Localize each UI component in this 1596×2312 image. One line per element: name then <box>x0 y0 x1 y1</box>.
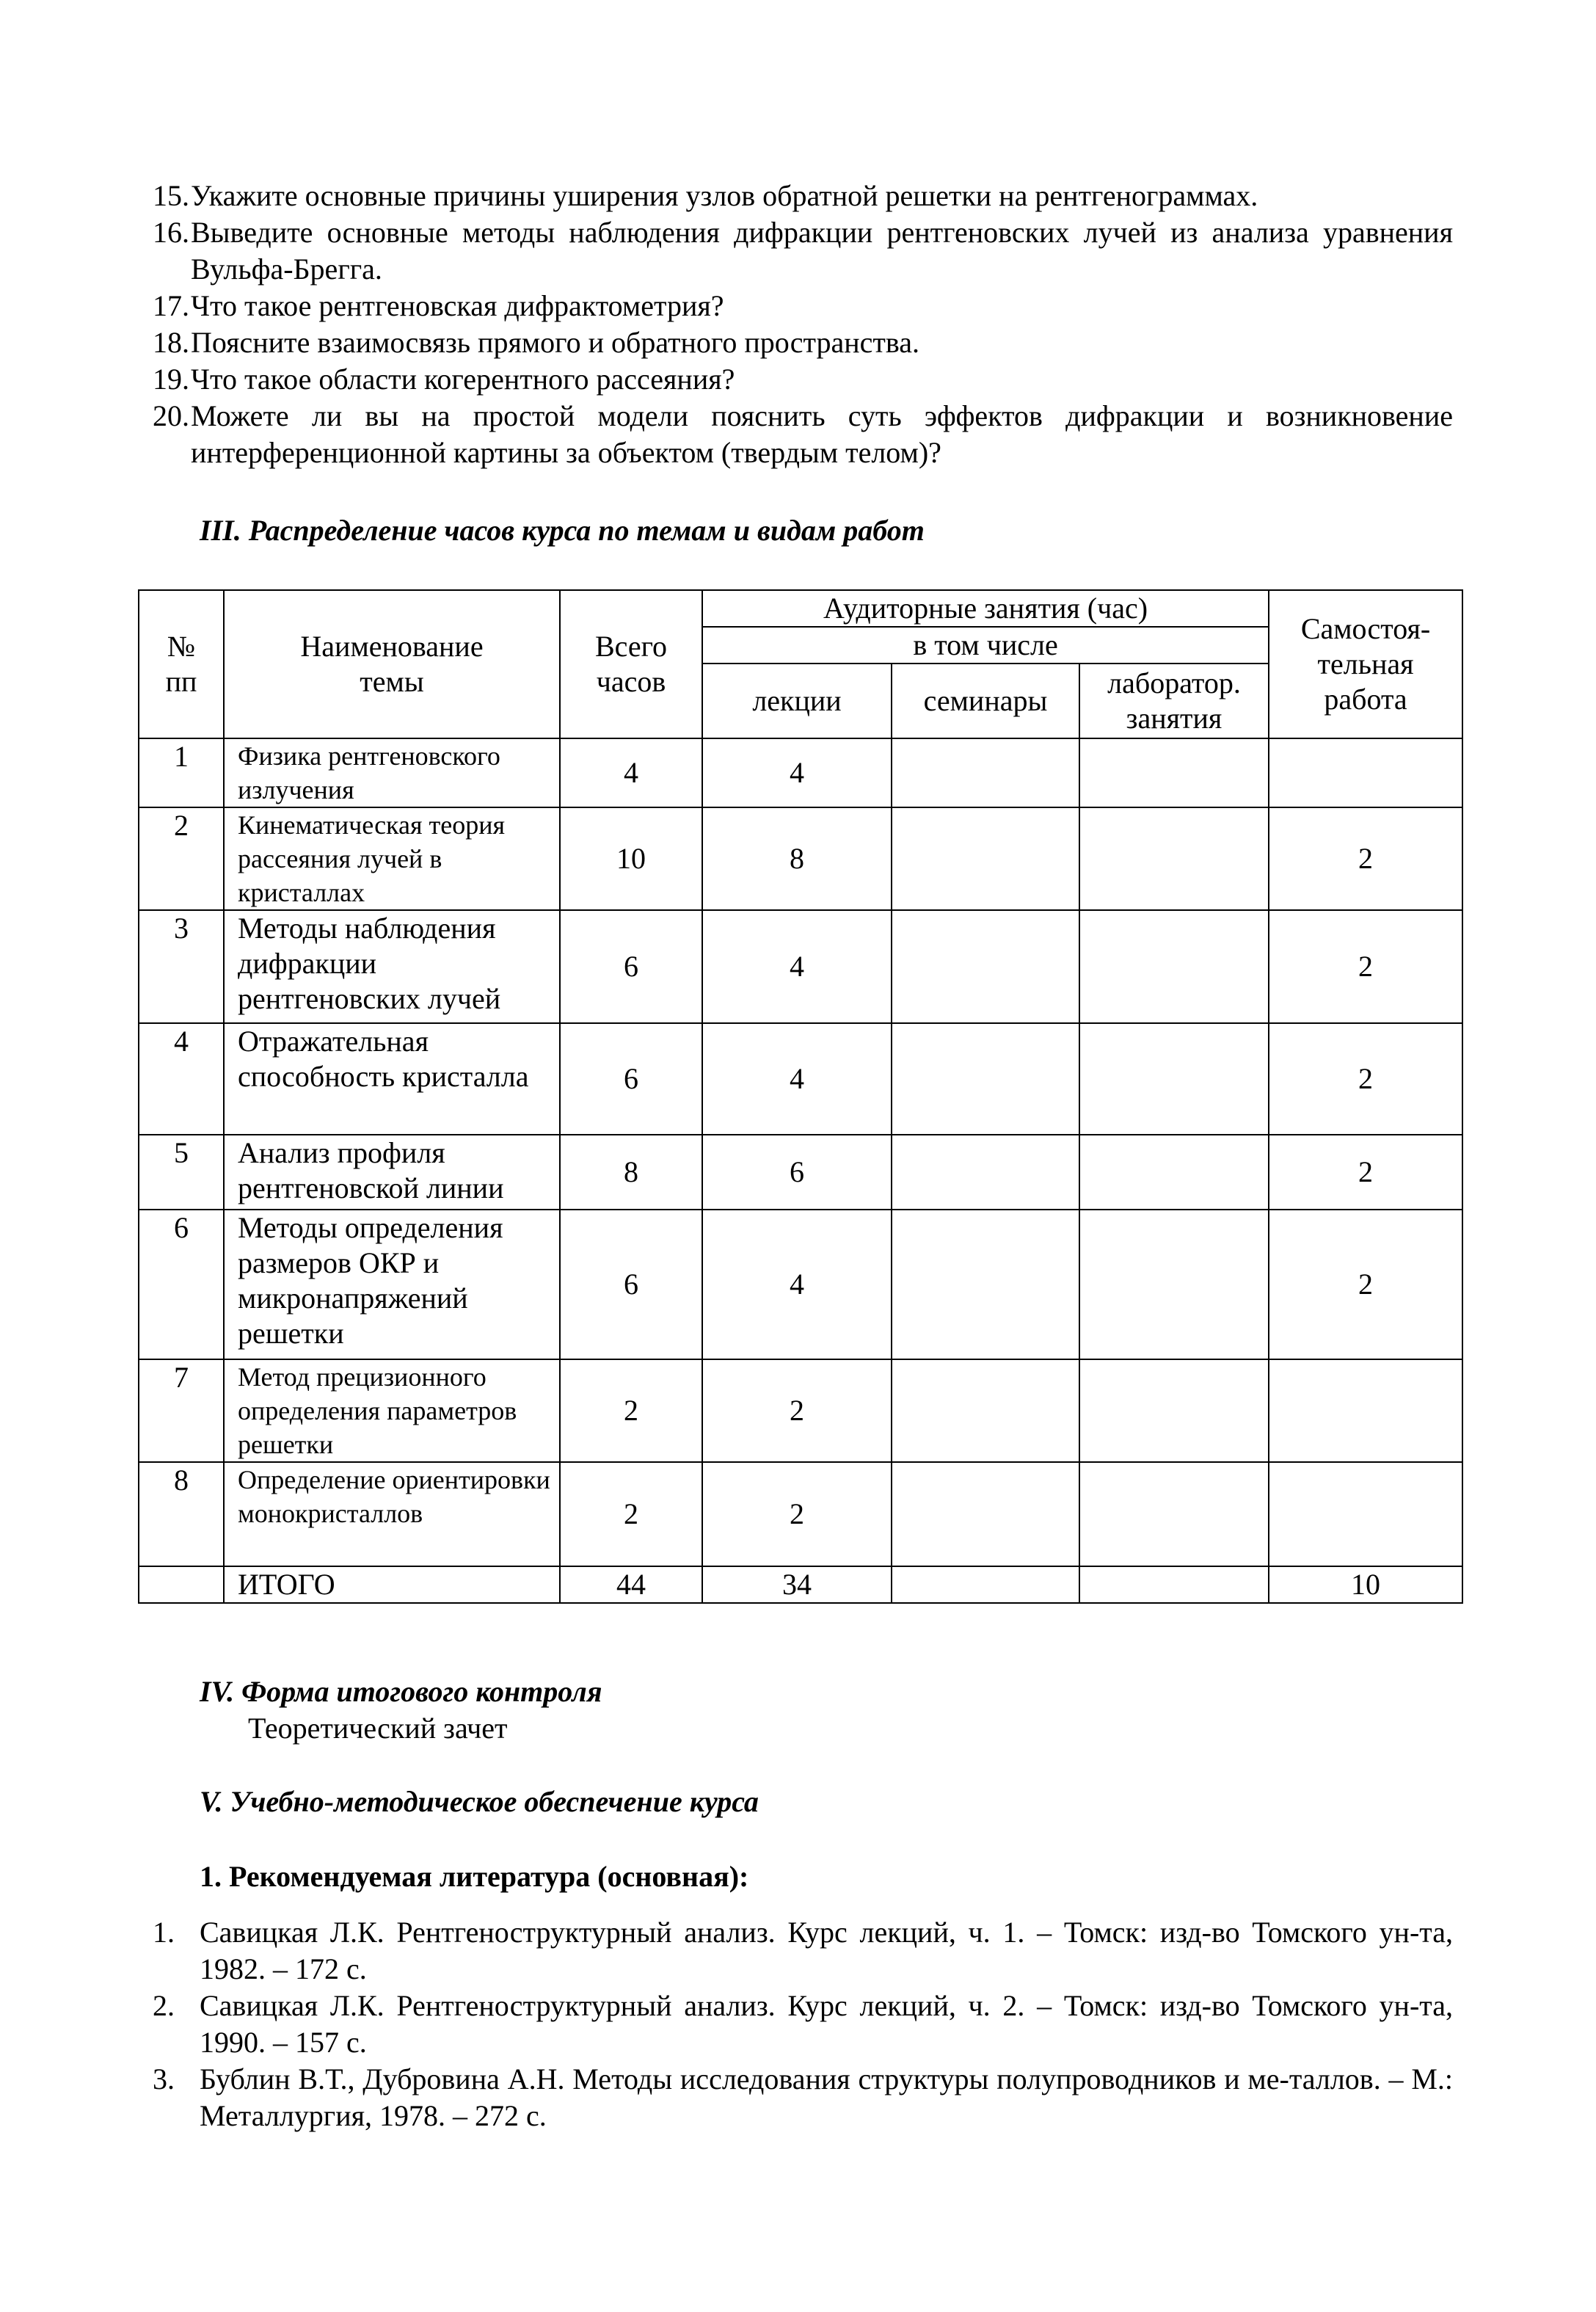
question-text: Что такое области когерентного рассеяния? <box>191 363 735 396</box>
header-total-hours-label: Всего часов <box>594 630 668 698</box>
row-number: 2 <box>139 807 224 910</box>
row-total: 6 <box>560 1023 702 1135</box>
table-total-row <box>139 1566 1462 1603</box>
row-topic: Анализ профиля рентгеновской линии <box>224 1135 560 1210</box>
row-seminars <box>892 910 1079 1023</box>
row-lectures: 2 <box>702 1359 892 1462</box>
header-topic-name <box>224 590 560 738</box>
control-form-text: Теоретический зачет <box>248 1712 508 1745</box>
row-independent: 2 <box>1269 1135 1462 1210</box>
question-text: Что такое рентгеновская дифрактометрия? <box>191 289 724 322</box>
row-independent: 2 <box>1269 910 1462 1023</box>
row-independent: 2 <box>1269 1210 1462 1359</box>
row-number: 6 <box>139 1210 224 1359</box>
reference-text: Савицкая Л.К. Рентгеноструктурный анализ. Курс лекций, ч. 1. – Томск: изд-во Томского ун-та, 1982. – 172 с. <box>200 1916 1453 1985</box>
hours-distribution-table <box>138 589 1463 1604</box>
row-topic: Определение ориентировки монокристаллов <box>224 1462 560 1566</box>
row-total: 2 <box>560 1462 702 1566</box>
row-total: 2 <box>560 1359 702 1462</box>
header-lectures-label: лекции <box>752 684 842 717</box>
row-seminars <box>892 807 1079 910</box>
question-number: 20. <box>153 399 189 432</box>
header-including-label: в том числе <box>913 628 1058 661</box>
header-total-hours <box>560 590 702 738</box>
row-number: 4 <box>139 1023 224 1135</box>
total-label: ИТОГО <box>224 1566 560 1603</box>
total-independent: 10 <box>1269 1566 1462 1603</box>
question-number: 17. <box>153 289 189 322</box>
row-independent: 2 <box>1269 807 1462 910</box>
reference-number: 2. <box>153 1989 175 2022</box>
row-labs <box>1079 807 1269 910</box>
row-independent <box>1269 1462 1462 1566</box>
row-number: 8 <box>139 1462 224 1566</box>
literature-subtitle: 1. Рекомендуемая литература (основная): <box>200 1860 749 1893</box>
row-lectures: 4 <box>702 1023 892 1135</box>
table-row <box>139 910 1462 1023</box>
table-row <box>139 1210 1462 1359</box>
row-labs <box>1079 1135 1269 1210</box>
question-item <box>153 398 1453 471</box>
row-lectures: 4 <box>702 1210 892 1359</box>
reference-text: Савицкая Л.К. Рентгеноструктурный анализ. Курс лекций, ч. 2. – Томск: изд-во Томского ун-та, 1990. – 157 с. <box>200 1989 1453 2059</box>
question-item <box>153 178 1453 214</box>
header-topic-name-label: Наименование темы <box>300 630 484 698</box>
total-lectures: 34 <box>702 1566 892 1603</box>
row-number: 7 <box>139 1359 224 1462</box>
header-seminars <box>892 664 1079 738</box>
header-independent-label: Самостоя- тельная работа <box>1300 612 1431 716</box>
question-text: Укажите основные причины уширения узлов обратной решетки на рентгенограммах. <box>191 179 1258 212</box>
row-total: 4 <box>560 738 702 807</box>
header-labs <box>1079 664 1269 738</box>
reference-text: Бублин В.Т., Дубровина А.Н. Методы исследования структуры полупроводников и ме-таллов. – М.: Металлургия, 1978. – 272 с. <box>200 2062 1453 2132</box>
section-3-title: III. Распределение часов курса по темам и видам работ <box>200 514 925 547</box>
question-item <box>153 214 1453 288</box>
header-auditory <box>702 590 1269 627</box>
header-lectures <box>702 664 892 738</box>
table-row <box>139 1023 1462 1135</box>
section-5-title: V. Учебно-методическое обеспечение курса <box>200 1785 759 1818</box>
table-row <box>139 1135 1462 1210</box>
question-number: 16. <box>153 216 189 249</box>
row-labs <box>1079 1023 1269 1135</box>
header-seminars-label: семинары <box>923 684 1048 717</box>
table-row <box>139 738 1462 807</box>
question-item <box>153 324 1453 361</box>
question-text: Выведите основные методы наблюдения дифракции рентгеновских лучей из анализа уравнения Вульфа-Брегга. <box>191 216 1453 286</box>
row-independent <box>1269 1359 1462 1462</box>
row-number: 5 <box>139 1135 224 1210</box>
table-header-row <box>139 590 1462 627</box>
row-independent <box>1269 738 1462 807</box>
row-labs <box>1079 910 1269 1023</box>
total-labs <box>1079 1566 1269 1603</box>
header-number-label: № пп <box>165 630 197 698</box>
row-labs <box>1079 1359 1269 1462</box>
row-seminars <box>892 1023 1079 1135</box>
row-labs <box>1079 1462 1269 1566</box>
question-number: 19. <box>153 363 189 396</box>
row-independent: 2 <box>1269 1023 1462 1135</box>
row-number: 3 <box>139 910 224 1023</box>
reference-number: 1. <box>153 1916 175 1949</box>
section-4-title: IV. Форма итогового контроля <box>200 1675 602 1708</box>
table-row <box>139 1462 1462 1566</box>
references-list <box>153 1914 1453 2134</box>
header-labs-label: лаборатор. занятия <box>1107 666 1241 735</box>
row-total: 6 <box>560 910 702 1023</box>
row-lectures: 6 <box>702 1135 892 1210</box>
row-number: 1 <box>139 738 224 807</box>
reference-item <box>153 1914 1453 1988</box>
total-hours: 44 <box>560 1566 702 1603</box>
reference-number: 3. <box>153 2062 175 2095</box>
question-text: Можете ли вы на простой модели пояснить суть эффектов дифракции и возникновение интерференционной картины за объектом (твердым телом)? <box>191 399 1453 469</box>
header-including <box>702 627 1269 664</box>
row-topic: Методы наблюдения дифракции рентгеновских лучей <box>224 910 560 1023</box>
row-labs <box>1079 1210 1269 1359</box>
row-total: 8 <box>560 1135 702 1210</box>
row-seminars <box>892 1135 1079 1210</box>
row-topic: Метод прецизионного определения параметров решетки <box>224 1359 560 1462</box>
header-auditory-label: Аудиторные занятия (час) <box>823 592 1148 625</box>
reference-item <box>153 1988 1453 2061</box>
question-item <box>153 361 1453 398</box>
row-seminars <box>892 1210 1079 1359</box>
header-number <box>139 590 224 738</box>
table-row <box>139 807 1462 910</box>
row-total: 6 <box>560 1210 702 1359</box>
total-number <box>139 1566 224 1603</box>
row-topic: Кинематическая теория рассеяния лучей в кристаллах <box>224 807 560 910</box>
row-seminars <box>892 1462 1079 1566</box>
row-seminars <box>892 738 1079 807</box>
table-row <box>139 1359 1462 1462</box>
row-topic: Методы определения размеров ОКР и микронапряжений решетки <box>224 1210 560 1359</box>
row-lectures: 4 <box>702 738 892 807</box>
question-number: 18. <box>153 326 189 359</box>
question-text: Поясните взаимосвязь прямого и обратного пространства. <box>191 326 919 359</box>
row-total: 10 <box>560 807 702 910</box>
header-independent <box>1269 590 1462 738</box>
row-lectures: 4 <box>702 910 892 1023</box>
row-topic: Физика рентгеновского излучения <box>224 738 560 807</box>
row-lectures: 8 <box>702 807 892 910</box>
questions-list <box>153 178 1453 471</box>
total-seminars <box>892 1566 1079 1603</box>
row-lectures: 2 <box>702 1462 892 1566</box>
row-labs <box>1079 738 1269 807</box>
row-seminars <box>892 1359 1079 1462</box>
row-topic: Отражательная способность кристалла <box>224 1023 560 1135</box>
reference-item <box>153 2061 1453 2134</box>
question-number: 15. <box>153 179 189 212</box>
question-item <box>153 288 1453 324</box>
